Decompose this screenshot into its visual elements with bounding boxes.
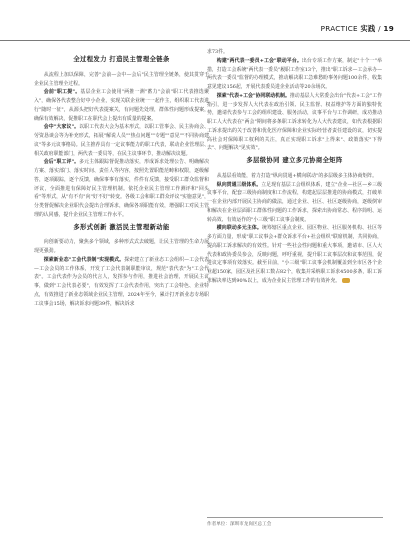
paragraph: 构建"两代表一委员+工会"联动平台。出台专项工作方案，制定"十个一"举措，打造工会系统"两代表一委员"履职工作室13个，推出"职工诉求—工会承办—两代表一委员"监督的办理模式，推动解决职工急难愁盼事务问题100余件，收集意见建议156起，开展代表委员进企业活动等20余场次。 <box>207 57 382 90</box>
paragraph: 向创新要动力，聚焦多个领域，多种形式式去破题，让民主管理的生命力展现更强劲。 <box>34 239 209 254</box>
paragraph: 从流程上加以保障，完善"会前—会中—会后"民主管理全链条，使其贯穿于企业民主管理全过程。 <box>34 71 209 87</box>
section-heading: 多层级协同 建立多元协商全矩阵 <box>246 157 343 164</box>
right-column <box>207 48 382 286</box>
section-heading: 全过程发力 打造民主管理全链条 <box>73 56 170 63</box>
paragraph: 从基层看效能，着力打造"纵向贯通+横向联动"的多层级多主体协商矩阵。 <box>216 172 378 179</box>
paragraph: 求73件。 <box>207 49 228 55</box>
section-label: PRACTICE 实践 / 19 <box>320 24 394 33</box>
paragraph: 会后"职工评"。多元主体跟踪督促推动落实，形成诉求处理公告、明确解决方案、落实部门、落实时间、责任人等内容，按照先置职能范畴和权限，逐级解答，逐项跟踪，逐个反馈，确保事事有落实，件件有反馈，接受职工群众监督和评议，全面推进有保障好民主管理机制。依托企业民主管理工作测评和"回头看"等形式，从"有不有"向"好不好"转变。各级工会和职工群众评议"实施意见"，分类督促解决企业职代会提出合理诉求，确保各项职能有效，增强职工对民主管理的认同感，提升企业民主管理工作水平。 <box>34 159 209 218</box>
end-mark-icon <box>342 278 350 283</box>
author-credit: 作者单位：深圳市龙岗区总工会 <box>207 522 272 527</box>
author-divider <box>207 517 383 518</box>
paragraph: 会前"职工提"。基层企业工会使用"两推一测"蓄力"会前"职工代表推选聚入"，确保各代表整合好中小企业，实现关联企业统一一起作主，组织职工代表进行"随时一征"，从源头把好代表提案关，有问题先处理，群体性问题形成提案，确保有效解决，促推职工在职代会上提出有质量的提案。 <box>34 89 209 122</box>
paragraph: 横向联动多元主体。统筹辖区重点企业、园区物业、社区服务机构、社区等多方面力量，形成"职工议事会+群众诉求平台+社会组织"联席机制，共同协商，提高职工诉求解决的有效性。针对一些社会性问题和重大事项，邀请市、区人大代表和政协委员参会，反映问题，呼吁重视，提升职工议事层次和议事范围，促进议定事项有效落实。截至目前，"小三级"职工议事会机制覆盖到全市区各个企业超150家，园区及社区职工数占82个，收集并采纳职工诉求4500多条，职工诉求解决率达到90%以上，成为企业民主管理工作的有效补充。 <box>207 225 382 284</box>
paragraph: 纵向贯通三级体系。立足现有基层工会组织体系，建立"企业—社区—乡三级议事平台，配套三级协商制度和工作流程，构建起层层推进的协商模式，打破单一在企业内部开展民主协商的做法，通过企业、社区、社区逐级协商，逐级倒审和解决在企业层面职工群体性问题的工作诉求，探索出协商常态、程序简明、运转高效、有效运作的"小三级"职工议事会制度。 <box>207 181 382 223</box>
paragraph: 会中"大家议"。以职工代表大会为基本形式，以职工管事会、民主协商会、劳资恳谈会等为补充形式，拓展"解说人员""热点问题""专题""意见""不同协商建议"等多元议事格局。民主推荐具有一定议事能力的职工代表，联动企业管理层、相关政府职能部门，两代表一委员等，在民主议事环节，推动解决议题。 <box>34 124 209 157</box>
paragraph: 探索"代表+工会"协同联动机制。推动基层人大常委会出台"代表+工会"工作指引，进一步发挥人大代表在政治引领、民主监督、权益维护等方面的独特优势，邀请代表参与工会的组织建设、服务活动，议事平台与工作调研，成功推动职工人大代表在"两会"期间将多条职工诉求转化为人大代表建议，如代表根据职工诉求提出的关于改善和优化医疗保障和企业实际经营者责任建设的议，切实提高社会对保障职工权利的关注，真正实现职工诉求"上得来"、政策落实"下得去"、问题解决"见实效"。 <box>207 92 382 152</box>
section-heading: 多形式创新 激活民主管理新动能 <box>73 223 170 231</box>
paragraph: 探索新业态"工会代表制"实现模式。探索建立了新业态工会组织—工会代表—工会会员的工作体系，开发了工会代表制职能审议，规范"表代表"为"工会代表"。工会代表作为会员的代言人，发挥参与作用，推进社会治理，开展民主议事，做到"工会代表必要"，有效发挥了工会代表作用，突出了工会特色、企业特点，有效推进了新业态领域企业民主管理，2024年至今，累计打开新业态专场职工议事会15场，解决诉求问题39件，解决诉求 <box>34 256 209 307</box>
page-header <box>0 0 410 41</box>
left-column <box>34 56 209 308</box>
